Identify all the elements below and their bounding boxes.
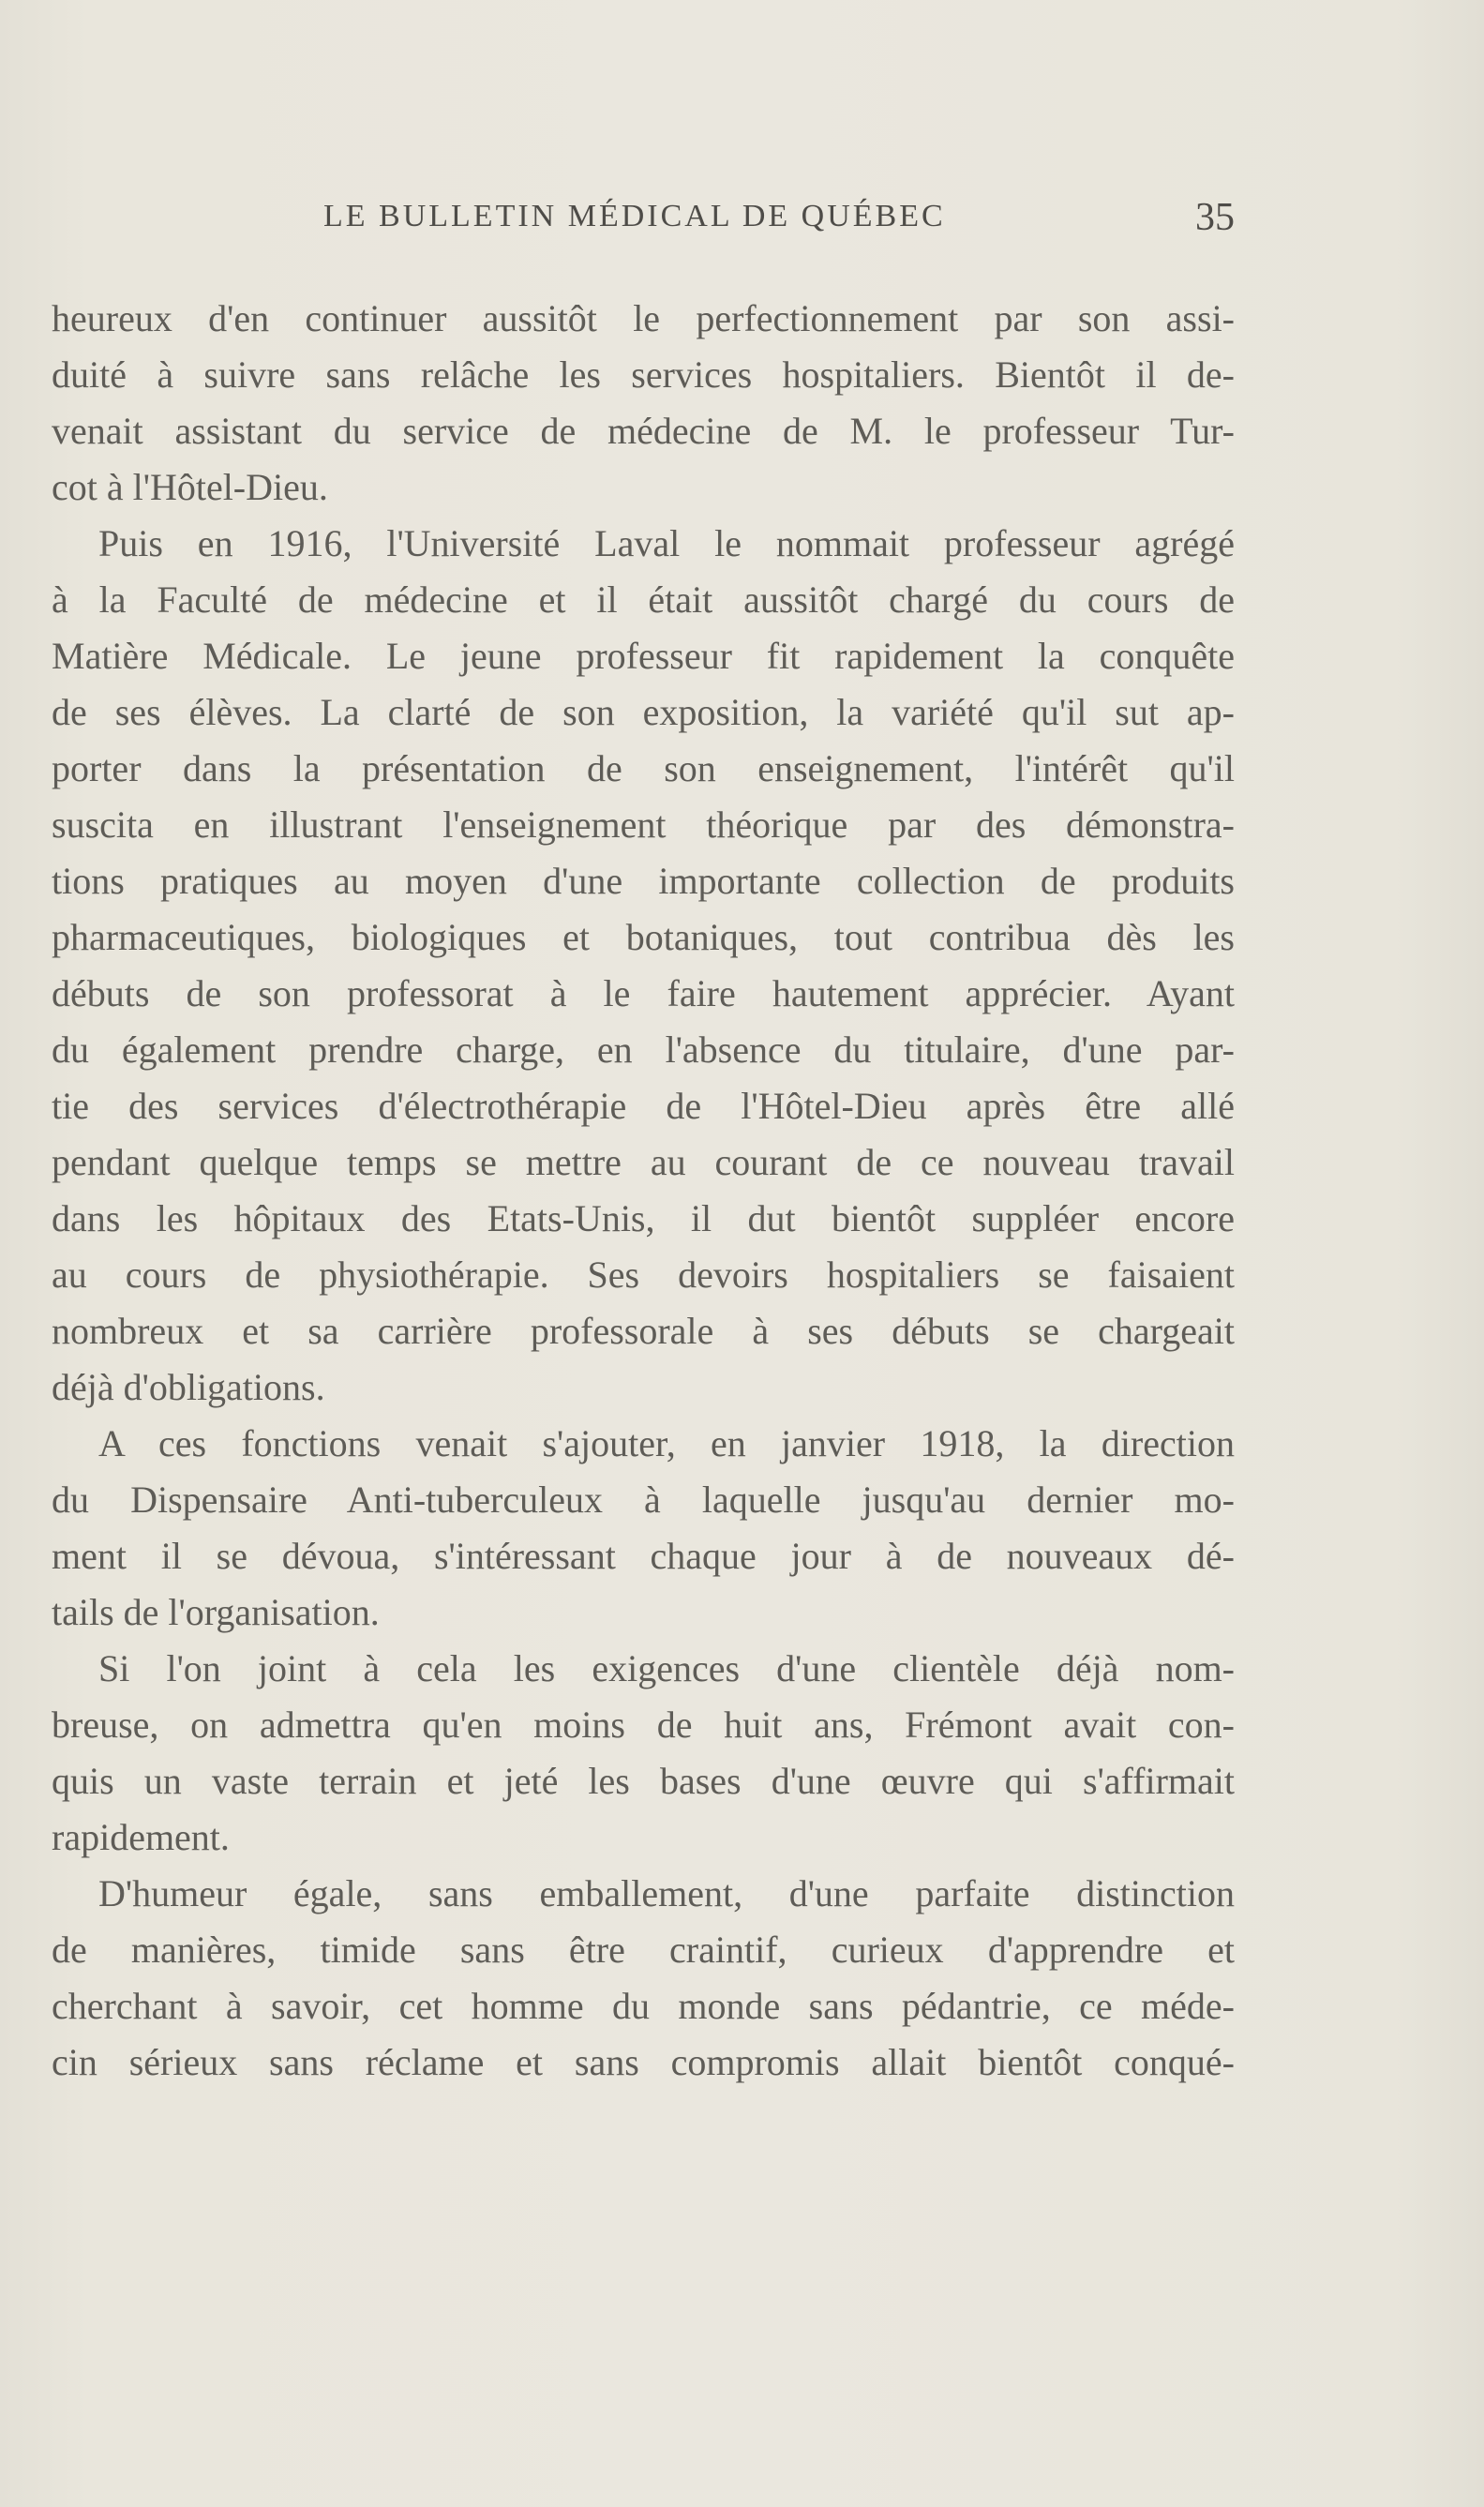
- text-line: D'humeur égale, sans emballement, d'une parfaite distinction: [98, 1872, 1235, 1914]
- page-header: [52, 188, 1235, 244]
- text-line: quis un vaste terrain et jeté les bases d'une œuvre qui s'affirmait: [52, 1760, 1235, 1802]
- text-line: pendant quelque temps se mettre au courant de ce nouveau travail: [52, 1141, 1235, 1183]
- text-line: A ces fonctions venait s'ajouter, en janvier 1918, la direction: [98, 1422, 1235, 1464]
- text-line: de manières, timide sans être craintif, curieux d'apprendre et: [52, 1929, 1235, 1971]
- text-line: ment il se dévoua, s'intéressant chaque jour à de nouveaux dé-: [52, 1535, 1235, 1577]
- text-line: duité à suivre sans relâche les services hospitaliers. Bientôt il de-: [52, 353, 1235, 396]
- text-line: tails de l'organisation.: [52, 1591, 380, 1633]
- text-line: dans les hôpitaux des Etats-Unis, il dut bientôt suppléer encore: [52, 1197, 1235, 1239]
- text-line: heureux d'en continuer aussitôt le perfectionnement par son assi-: [52, 297, 1235, 339]
- text-line: Matière Médicale. Le jeune professeur fit rapidement la conquête: [52, 635, 1235, 677]
- text-line: venait assistant du service de médecine de M. le professeur Tur-: [52, 410, 1235, 452]
- text-line: breuse, on admettra qu'en moins de huit ans, Frémont avait con-: [52, 1704, 1235, 1746]
- text-line: cherchant à savoir, cet homme du monde sans pédantrie, ce méde-: [52, 1985, 1235, 2027]
- text-line: du Dispensaire Anti-tuberculeux à laquelle jusqu'au dernier mo-: [52, 1479, 1235, 1521]
- text-line: Puis en 1916, l'Université Laval le nommait professeur agrégé: [98, 522, 1235, 564]
- text-line: du également prendre charge, en l'absence du titulaire, d'une par-: [52, 1028, 1235, 1071]
- text-line: cin sérieux sans réclame et sans compromis allait bientôt conqué-: [52, 2041, 1235, 2083]
- text-line: nombreux et sa carrière professorale à ses débuts se chargeait: [52, 1310, 1235, 1352]
- text-line: cot à l'Hôtel-Dieu.: [52, 466, 328, 508]
- text-line: déjà d'obligations.: [52, 1366, 325, 1408]
- text-line: Si l'on joint à cela les exigences d'une clientèle déjà nom-: [98, 1647, 1235, 1689]
- text-line: au cours de physiothérapie. Ses devoirs hospitaliers se faisaient: [52, 1254, 1235, 1296]
- body-text: [52, 291, 1235, 2091]
- text-line: à la Faculté de médecine et il était aussitôt chargé du cours de: [52, 578, 1235, 621]
- text-line: porter dans la présentation de son enseignement, l'intérêt qu'il: [52, 747, 1235, 789]
- text-line: tie des services d'électrothérapie de l'Hôtel-Dieu après être allé: [52, 1085, 1235, 1127]
- running-title: LE BULLETIN MÉDICAL DE QUÉBEC: [323, 199, 946, 233]
- page-number: 35: [1195, 196, 1235, 239]
- text-line: pharmaceutiques, biologiques et botaniques, tout contribua dès les: [52, 916, 1235, 958]
- text-line: de ses élèves. La clarté de son exposition, la variété qu'il sut ap-: [52, 691, 1235, 733]
- text-line: tions pratiques au moyen d'une importante collection de produits: [52, 860, 1235, 902]
- text-line: rapidement.: [52, 1816, 230, 1858]
- text-line: suscita en illustrant l'enseignement théorique par des démonstra-: [52, 803, 1235, 846]
- text-line: débuts de son professorat à le faire hautement apprécier. Ayant: [52, 972, 1235, 1014]
